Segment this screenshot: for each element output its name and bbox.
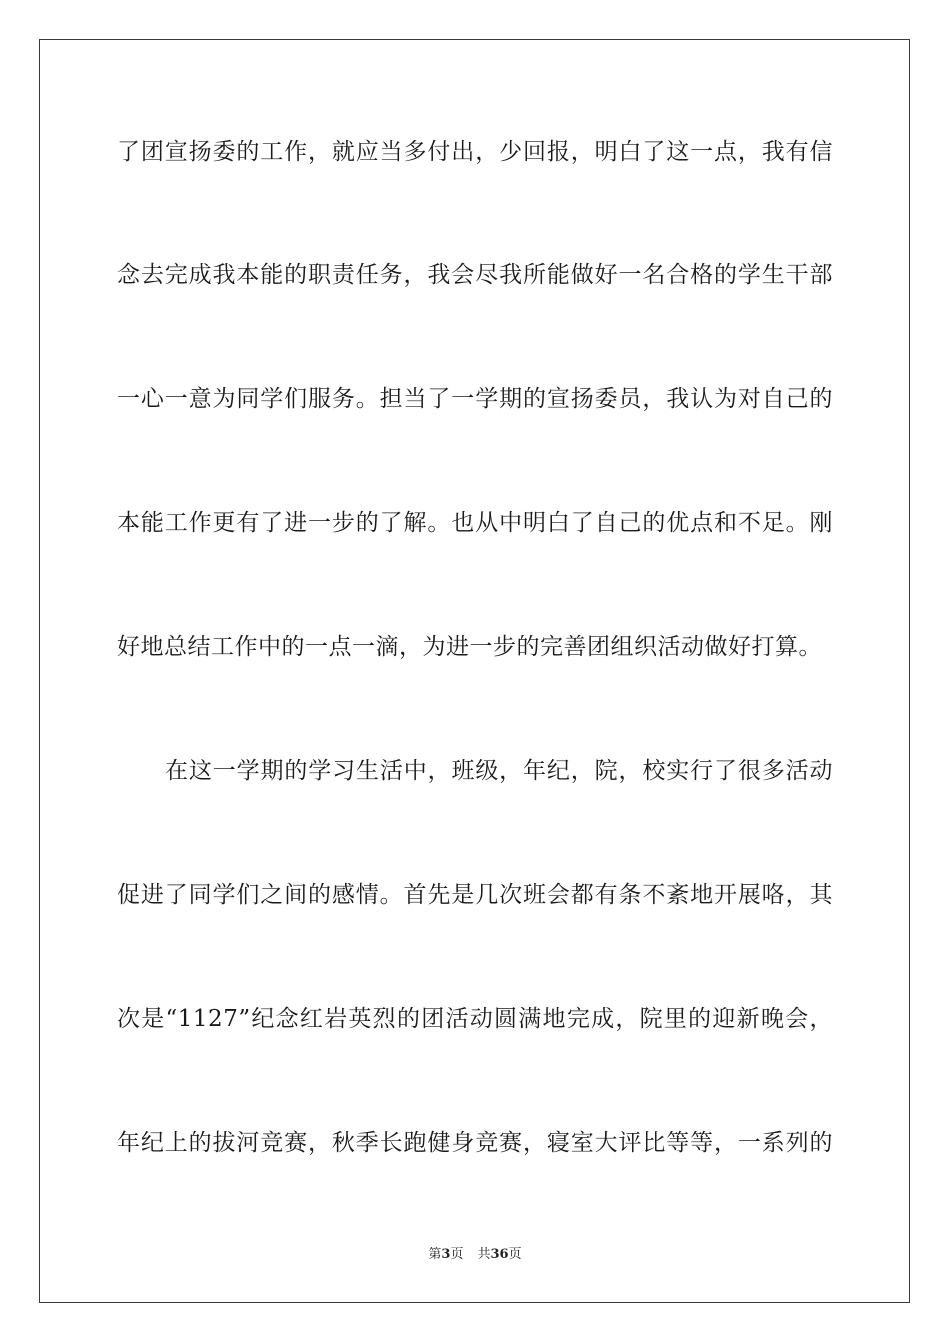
body-text-line: 本能工作更有了进一步的了解。也从中明白了自己的优点和不足。刚 [117,510,833,536]
body-text-line: 促进了同学们之间的感情。首先是几次班会都有条不紊地开展咯，其 [117,882,833,908]
body-text-line: 好地总结工作中的一点一滴，为进一步的完善团组织活动做好打算。 [117,634,822,660]
page-footer [0,1246,950,1264]
page-border [39,39,910,1303]
body-text-line: 了团宣扬委的工作，就应当多付出，少回报，明白了这一点，我有信 [117,139,833,165]
page-total: 共36页 [477,1247,522,1262]
body-text-line: 次是“1127”纪念红岩英烈的团活动圆满地完成，院里的迎新晚会， [117,1006,833,1032]
body-text-line: 念去完成我本能的职责任务，我会尽我所能做好一名合格的学生干部 [117,262,833,288]
paragraph-first-line: 在这一学期的学习生活中，班级，年纪，院，校实行了很多活动 [165,758,833,784]
body-text-line: 一心一意为同学们服务。担当了一学期的宣扬委员，我认为对自己的 [117,386,833,412]
body-text-line: 年纪上的拔河竞赛，秋季长跑健身竞赛，寝室大评比等等，一系列的 [117,1130,833,1156]
page-number: 第3页 [428,1247,464,1262]
